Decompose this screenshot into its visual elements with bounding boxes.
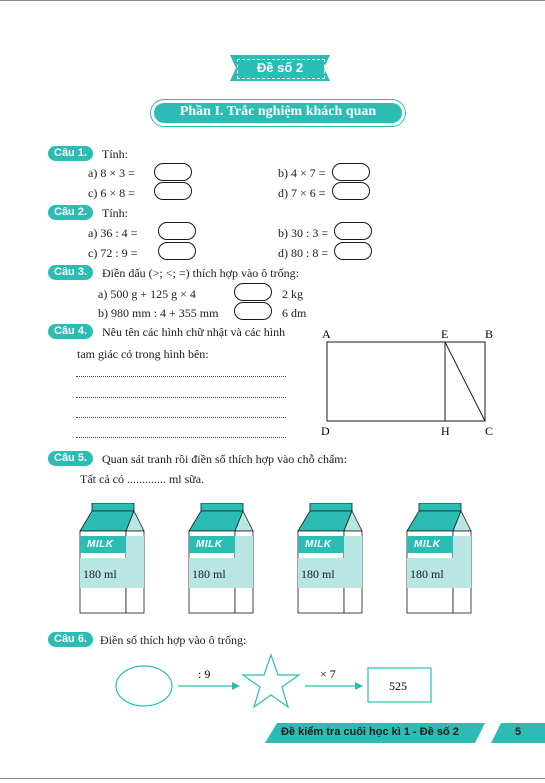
q1-a-answer-box[interactable] [154, 163, 192, 181]
q6-diagram [110, 650, 440, 720]
milk-carton [187, 503, 257, 613]
milk-brand-label: MILK [87, 539, 114, 550]
star-box[interactable] [243, 655, 299, 707]
point-C-label: C [485, 424, 494, 438]
q2-b-text: b) 30 : 3 = [278, 226, 329, 240]
milk-carton [405, 503, 475, 613]
q1-d-text: d) 7 × 6 = [278, 186, 326, 200]
q5-sentence: Tất cả có ............. ml sữa. [80, 472, 205, 486]
milk-volume-label: 180 ml [83, 567, 117, 581]
q1-b-answer-box[interactable] [332, 163, 370, 181]
q4-answer-line-2[interactable] [76, 396, 286, 398]
start-ellipse-box[interactable] [116, 666, 172, 706]
title-banner [230, 55, 330, 85]
q5-prompt: Quan sát tranh rồi điền số thích hợp vào chỗ chấm: [102, 452, 347, 466]
q2-label: Câu 2. [48, 205, 93, 220]
milk-brand-label: MILK [196, 539, 223, 550]
q4-answer-line-3[interactable] [76, 416, 286, 418]
q1-d-answer-box[interactable] [332, 182, 370, 200]
rectangle-ABCD [327, 342, 485, 421]
section-title: Phần I. Trắc nghiệm khách quan [179, 104, 377, 119]
milk-brand-label: MILK [414, 539, 441, 550]
q3-b-answer-box[interactable] [234, 302, 272, 320]
milk-carton [78, 503, 148, 613]
page-bottom-border [0, 778, 545, 779]
q1-prompt: Tính: [102, 147, 128, 161]
op2-label: × 7 [320, 667, 336, 681]
q2-c-answer-box[interactable] [158, 242, 196, 260]
milk-brand-label: MILK [305, 539, 332, 550]
milk-carton-drawing [187, 503, 257, 615]
q3-a-right: 2 kg [282, 287, 303, 301]
q6-prompt: Điền số thích hợp vào ô trống: [100, 633, 247, 647]
arrow-2-head [355, 682, 363, 690]
footer-text: Đề kiểm tra cuối học kì 1 - Đề số 2 [281, 726, 459, 738]
q1-label: Câu 1. [48, 146, 93, 161]
point-H-label: H [441, 424, 450, 438]
milk-carton-drawing [405, 503, 475, 615]
milk-volume-label: 180 ml [301, 567, 335, 581]
q2-b-answer-box[interactable] [334, 222, 372, 240]
q2-d-text: d) 80 : 8 = [278, 246, 329, 260]
arrow-1-head [232, 682, 240, 690]
q1-c-text: c) 6 × 8 = [88, 186, 135, 200]
section-header [150, 99, 406, 127]
q4-answer-line-1[interactable] [76, 375, 286, 377]
q3-a-left: a) 500 g + 125 g × 4 [98, 287, 196, 301]
q4-answer-line-4[interactable] [76, 436, 286, 438]
milk-volume-label: 180 ml [192, 567, 226, 581]
q4-label: Câu 4. [48, 324, 93, 339]
milk-carton [296, 503, 366, 613]
q2-c-text: c) 72 : 9 = [88, 246, 138, 260]
q4-prompt-line2: tam giác có trong hình bên: [77, 347, 209, 361]
q1-c-answer-box[interactable] [154, 182, 192, 200]
point-A-label: A [322, 327, 331, 341]
q3-a-answer-box[interactable] [234, 283, 272, 301]
footer-bar [265, 723, 545, 743]
op1-label: : 9 [198, 667, 211, 681]
page-number: 5 [515, 726, 522, 738]
page-title: Đề số 2 [256, 60, 304, 75]
q3-b-left: b) 980 mm : 4 + 355 mm [98, 306, 219, 320]
point-D-label: D [321, 424, 330, 438]
q3-b-right: 6 dm [282, 306, 307, 320]
q2-a-answer-box[interactable] [158, 222, 196, 240]
q2-prompt: Tính: [102, 206, 128, 220]
milk-carton-drawing [296, 503, 366, 615]
point-E-label: E [441, 327, 449, 341]
q5-label: Câu 5. [48, 451, 93, 466]
q1-a-text: a) 8 × 3 = [88, 166, 135, 180]
page-top-border [0, 0, 545, 1]
point-B-label: B [485, 327, 494, 341]
milk-carton-drawing [78, 503, 148, 615]
q6-label: Câu 6. [48, 632, 93, 647]
q4-figure [315, 325, 505, 440]
milk-volume-label: 180 ml [410, 567, 444, 581]
q2-a-text: a) 36 : 4 = [88, 226, 138, 240]
segment-EC [445, 342, 485, 421]
q2-d-answer-box[interactable] [334, 242, 372, 260]
q1-b-text: b) 4 × 7 = [278, 166, 326, 180]
q3-prompt: Điền dấu (>; <; =) thích hợp vào ô trống: [102, 266, 299, 280]
q3-label: Câu 3. [48, 265, 93, 280]
q4-prompt-line1: Nêu tên các hình chữ nhật và các hình [102, 325, 286, 339]
result-value: 525 [389, 679, 407, 693]
